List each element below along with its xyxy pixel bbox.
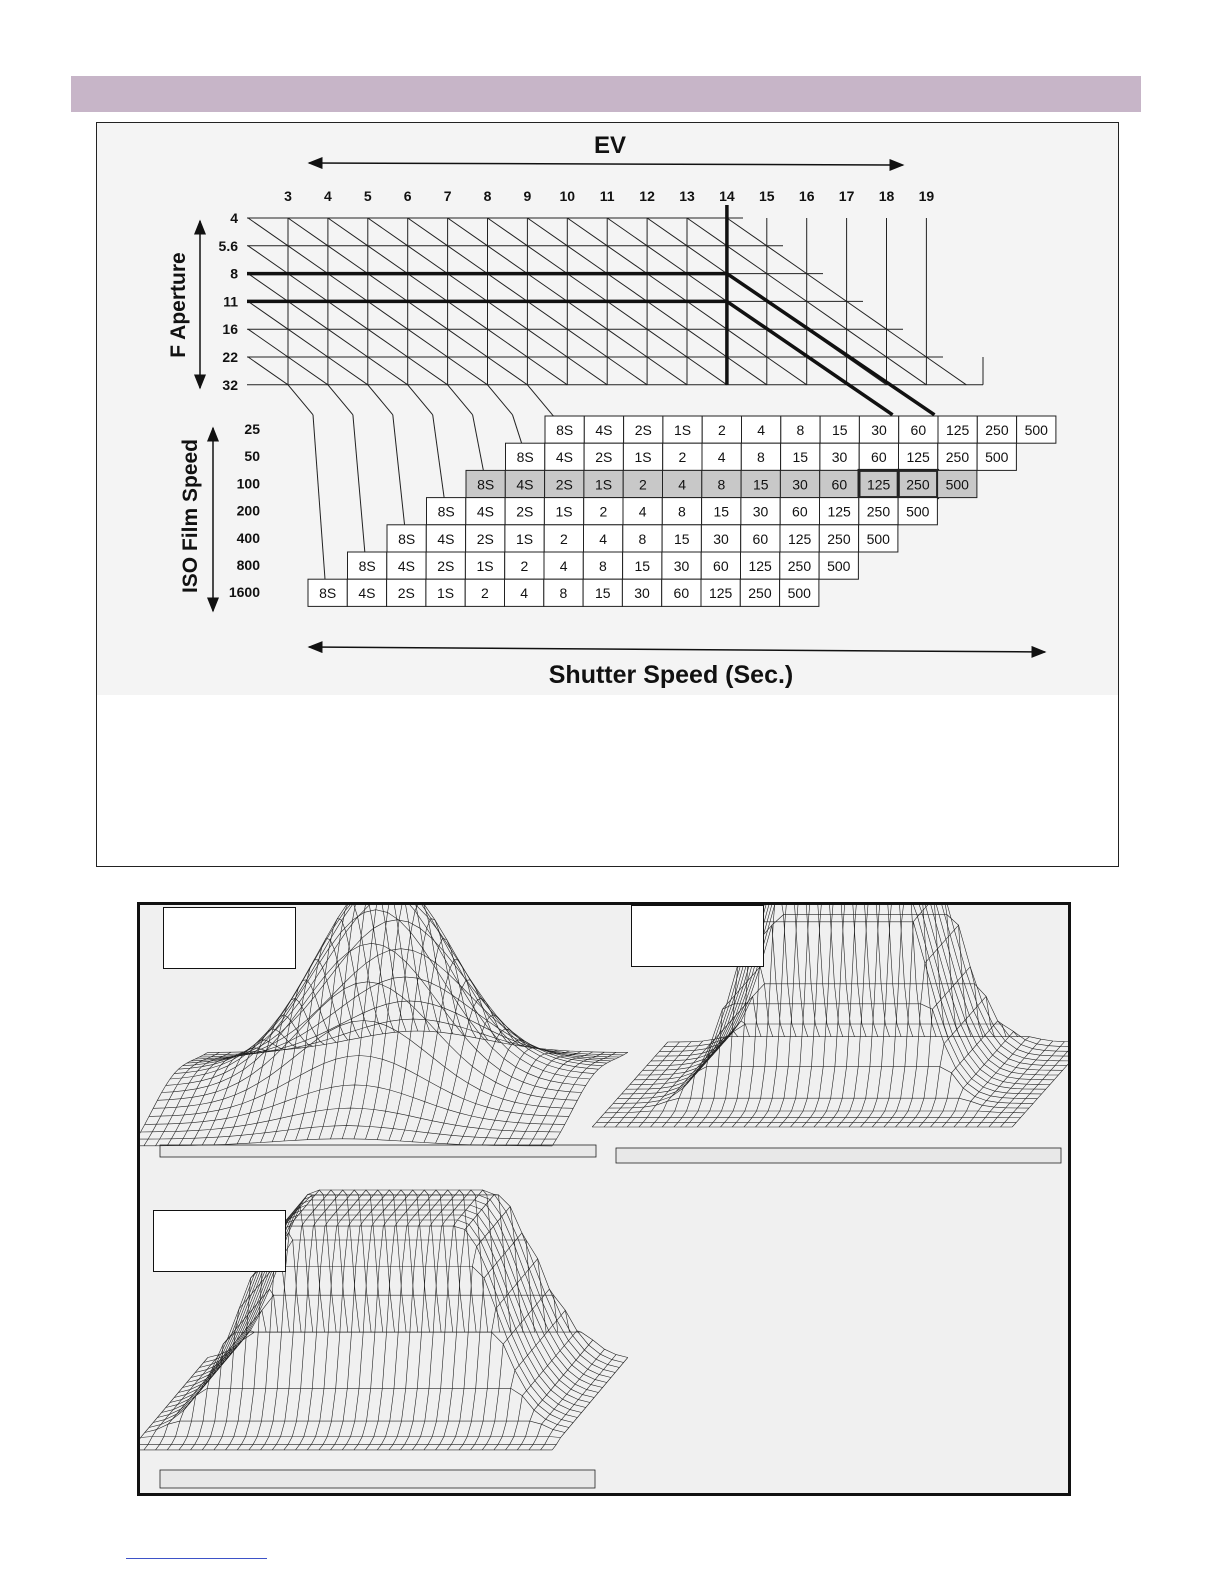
highlight-diagonal: [727, 301, 893, 414]
diagonal-line: [607, 357, 647, 385]
connector-line: [393, 415, 406, 539]
diagonal-line: [248, 218, 288, 246]
mesh-line: [627, 1041, 703, 1127]
diagonal-line: [368, 357, 408, 385]
aperture-tick-16: 16: [222, 321, 238, 338]
ev-tick-13: 13: [679, 188, 695, 204]
shutter-arrow: [309, 647, 1045, 652]
diagonal-line: [567, 301, 607, 329]
ev-tick-19: 19: [918, 188, 935, 204]
diagonal-line: [488, 246, 528, 274]
shutter-cell-label: 2S: [437, 558, 455, 574]
diagonal-line: [288, 329, 328, 357]
diagonal-line: [408, 246, 448, 274]
aperture-tick-11: 11: [223, 293, 238, 310]
mesh-line: [447, 1015, 523, 1144]
mesh-line: [954, 1037, 1030, 1127]
highlight-lines: [247, 205, 934, 415]
ev-exposure-chart: [96, 122, 1119, 696]
shutter-cell-label: 60: [831, 476, 848, 493]
connector-line: [313, 415, 326, 593]
metering-patterns-panel: [137, 902, 1071, 1496]
diagonal-line: [687, 357, 727, 385]
diagonal-line: [687, 218, 727, 246]
mesh-line: [609, 1098, 1029, 1108]
diagonal-line: [288, 301, 328, 329]
diagonal-line: [408, 301, 448, 329]
mesh-patterns-svg: [140, 905, 1068, 1493]
diagonal-line: [647, 329, 687, 357]
shutter-cell-label: 250: [827, 530, 851, 547]
mesh-line: [436, 1195, 512, 1450]
shutter-cell-label: 500: [906, 503, 930, 520]
shutter-cell-label: 2: [559, 530, 568, 547]
mesh-line: [331, 905, 407, 1139]
diagonal-line: [527, 218, 567, 246]
diagonal-line: [368, 329, 408, 357]
shutter-cell-label: 8S: [358, 558, 376, 574]
mesh-line: [494, 1310, 570, 1450]
diagonal-line: [647, 301, 687, 329]
ev-tick-10: 10: [559, 188, 576, 204]
highlight-diagonal: [727, 274, 935, 415]
aperture-tick-32: 32: [222, 376, 238, 393]
diagonal-line: [288, 246, 328, 274]
ev-tick-14: 14: [719, 188, 735, 204]
iso-tick-25: 25: [244, 421, 260, 437]
diagonal-line: [448, 274, 488, 302]
shutter-cell-label: 8: [796, 422, 805, 438]
shutter-cell-label: 125: [787, 530, 812, 547]
diagonal-line: [647, 274, 687, 302]
diagonal-line: [408, 218, 448, 246]
shutter-cell-label: 60: [673, 585, 690, 602]
shutter-cell-label: 125: [945, 422, 970, 438]
pattern-label-box-3: [153, 1210, 286, 1272]
mesh-line: [167, 1340, 243, 1450]
ev-tick-6: 6: [403, 188, 412, 204]
diagonal-line: [448, 357, 488, 385]
shutter-cell-label: 8S: [398, 530, 416, 547]
shutter-cell-label: 15: [634, 558, 651, 574]
diagonal-line: [288, 218, 328, 246]
mesh-base: [160, 1470, 595, 1488]
mesh-line: [697, 967, 773, 1127]
diagonal-line: [448, 218, 488, 246]
shutter-cell-label: 125: [906, 449, 930, 466]
caption-box: [96, 695, 1119, 867]
diagonal-line: [328, 246, 368, 274]
connector-line: [408, 385, 433, 415]
shutter-cell-label: 125: [827, 503, 851, 520]
mesh-line: [552, 1052, 628, 1146]
diagonal-line: [727, 218, 767, 246]
diagonal-line: [647, 246, 687, 274]
diagonal-line: [288, 274, 328, 302]
ev-title: EV: [593, 132, 627, 159]
shutter-cell-label: 1S: [594, 476, 613, 493]
diagonal-line: [767, 246, 807, 274]
diagonal-line: [328, 218, 368, 246]
mesh-line: [195, 977, 615, 1059]
mesh-line: [156, 1349, 232, 1450]
shutter-cell-label: 30: [634, 585, 650, 602]
diagonal-line: [527, 329, 567, 357]
mesh-line: [140, 1358, 208, 1450]
diagonal-line: [488, 357, 528, 385]
shutter-cell-label: 60: [792, 503, 808, 520]
shutter-cell-label: 8S: [516, 449, 534, 466]
shutter-cell-label: 250: [748, 585, 772, 602]
aperture-title: F Aperture: [167, 252, 190, 358]
diagonal-line: [248, 329, 288, 357]
mesh-line: [412, 1190, 488, 1450]
diagonal-line: [607, 301, 647, 329]
diagonal-line: [488, 274, 528, 302]
shutter-cell-label: 2S: [555, 476, 573, 493]
diagonal-line: [527, 274, 567, 302]
diagonal-line: [727, 329, 767, 357]
mesh-line: [447, 1207, 523, 1450]
mesh-base: [160, 1145, 596, 1157]
shutter-cell-label: 4: [520, 585, 529, 602]
shutter-cell-label: 8: [757, 449, 765, 466]
shutter-cell-label: 500: [945, 476, 969, 493]
shutter-cell-label: 500: [985, 449, 1009, 466]
shutter-cell-label: 2: [480, 585, 489, 602]
mesh-line: [342, 905, 418, 1139]
shutter-cell-label: 1S: [673, 422, 692, 438]
shutter-cell-label: 30: [871, 422, 887, 438]
shutter-cell-label: 60: [910, 422, 927, 438]
shutter-cell-label: 8S: [437, 503, 455, 520]
shutter-cell-label: 15: [752, 476, 769, 493]
iso-title: ISO Film Speed: [179, 438, 202, 594]
shutter-table: [308, 416, 1056, 606]
shutter-cell-label: 1S: [436, 585, 455, 602]
diagonal-line: [288, 357, 328, 385]
shutter-cell-label: 8: [678, 503, 686, 520]
shutter-cell-label: 4S: [595, 422, 613, 438]
diagonal-line: [567, 329, 607, 357]
shutter-cell-label: 8S: [319, 585, 337, 602]
shutter-cell-label: 250: [866, 503, 891, 520]
diagonal-line: [687, 246, 727, 274]
diagonal-line: [847, 329, 887, 357]
connector-line: [328, 385, 353, 415]
shutter-cell-label: 1S: [555, 503, 573, 520]
diagonal-line: [488, 301, 528, 329]
shutter-cell-label: 250: [906, 476, 930, 493]
shutter-cell-label: 60: [713, 558, 729, 574]
shutter-cell-label: 2S: [516, 503, 534, 520]
ev-tick-11: 11: [599, 188, 615, 204]
shutter-cell-label: 8: [559, 585, 568, 602]
diagonal-line: [607, 218, 647, 246]
mesh-line: [149, 1388, 569, 1427]
ev-tick-5: 5: [363, 188, 372, 204]
shutter-title: Shutter Speed (Sec.): [548, 661, 794, 689]
diagonal-line: [807, 301, 847, 329]
diagonal-line: [567, 274, 607, 302]
shutter-cell-label: 4: [717, 449, 726, 466]
diagonal-line: [687, 301, 727, 329]
mesh-line: [145, 1421, 565, 1432]
diagonal-line: [488, 329, 528, 357]
diagonal-line: [567, 218, 607, 246]
shutter-cell-label: 250: [985, 422, 1009, 438]
iso-tick-400: 400: [236, 529, 260, 546]
diagonal-line: [448, 329, 488, 357]
shutter-cell-label: 60: [871, 449, 887, 466]
diagonal-line: [527, 301, 567, 329]
shutter-cell-label: 1S: [515, 530, 534, 547]
shutter-cell-label: 4: [599, 530, 608, 547]
shutter-cell-label: 4: [559, 558, 568, 574]
ev-tick-17: 17: [838, 188, 855, 204]
mesh-line: [639, 1039, 715, 1127]
ev-tick-4: 4: [324, 188, 332, 204]
diagonal-line: [727, 246, 767, 274]
iso-tick-1600: 1600: [228, 584, 260, 601]
diagonal-line: [767, 274, 807, 302]
mesh-line: [919, 996, 995, 1127]
diagonal-line: [248, 301, 288, 329]
ev-tick-7: 7: [443, 188, 452, 204]
diagonal-line: [408, 357, 448, 385]
mesh-line: [145, 1085, 565, 1125]
mesh-line: [401, 1190, 477, 1450]
shutter-cell-label: 15: [792, 449, 809, 466]
shutter-cell-label: 30: [792, 476, 808, 493]
mesh-line: [214, 1040, 290, 1145]
diagonal-line: [887, 329, 927, 357]
shutter-cell-label: 4: [638, 503, 647, 520]
diagonal-line: [767, 357, 807, 385]
pattern-label-box-2: [631, 905, 764, 967]
diagonal-line: [687, 274, 727, 302]
diagonal-line: [607, 274, 647, 302]
ev-tick-8: 8: [483, 188, 492, 204]
iso-tick-50: 50: [244, 448, 260, 465]
diagonal-line: [368, 301, 408, 329]
ev-chart-svg: [97, 123, 1118, 695]
shutter-cell-label: 8: [717, 476, 726, 493]
diagonal-line: [887, 357, 927, 385]
shutter-cell-label: 4S: [358, 585, 376, 602]
aperture-tick-8: 8: [230, 265, 238, 282]
diagonal-line: [328, 357, 368, 385]
shutter-cell-label: 2S: [397, 585, 415, 602]
diagonal-line: [408, 329, 448, 357]
diagonal-line: [248, 357, 288, 385]
diagonal-line: [807, 274, 847, 302]
connector-line: [488, 385, 513, 415]
mesh-line: [482, 1048, 558, 1145]
shutter-cell-label: 4S: [476, 503, 495, 520]
aperture-tick-4: 4: [230, 210, 238, 226]
shutter-cell-label: 30: [673, 558, 690, 574]
aperture-tick-22: 22: [222, 349, 238, 365]
diagonal-line: [926, 357, 966, 385]
ev-tick-15: 15: [759, 188, 775, 204]
diagonal-line: [448, 301, 488, 329]
ev-tick-18: 18: [878, 188, 895, 204]
iso-tick-100: 100: [236, 475, 260, 492]
ev-tick-3: 3: [284, 188, 292, 204]
shutter-cell-label: 2: [520, 558, 529, 574]
mesh-line: [541, 1355, 617, 1450]
shutter-cell-label: 250: [787, 558, 812, 574]
aperture-tick-5.6: 5.6: [218, 237, 238, 254]
shutter-cell-label: 2S: [476, 530, 494, 547]
shutter-cell-label: 30: [831, 449, 848, 466]
mesh-line: [202, 1048, 278, 1145]
mesh-line: [191, 1051, 267, 1145]
diagonal-line: [687, 329, 727, 357]
mesh-line: [389, 918, 465, 1140]
diagonal-line: [527, 357, 567, 385]
iso-tick-200: 200: [236, 502, 260, 519]
shutter-cell-label: 8: [638, 530, 647, 547]
connector-line: [433, 415, 446, 511]
pattern-label-box-1: [163, 907, 296, 969]
shutter-cell-label: 4: [678, 476, 687, 493]
diagonal-line: [847, 301, 887, 329]
ev-tick-12: 12: [639, 188, 655, 204]
mesh-line: [204, 1295, 624, 1362]
mesh-line: [529, 1349, 605, 1450]
header-band: [71, 76, 1141, 112]
shutter-cell-label: 500: [866, 530, 890, 547]
mesh-line: [977, 1041, 1053, 1127]
shutter-cell-label: 15: [594, 585, 611, 602]
ev-tick-16: 16: [798, 188, 815, 204]
diagonal-line: [368, 274, 408, 302]
shutter-cell-label: 125: [866, 476, 891, 493]
diagonal-line: [567, 357, 607, 385]
diagonal-line: [368, 218, 408, 246]
diagonal-line: [647, 357, 687, 385]
diagonal-line: [488, 218, 528, 246]
diagonal-line: [248, 246, 288, 274]
diagonal-line: [328, 301, 368, 329]
connector-line: [288, 385, 313, 415]
diagonal-line: [248, 274, 288, 302]
mesh-line: [605, 1111, 1025, 1113]
mesh-line: [471, 1040, 547, 1145]
diagonal-line: [607, 246, 647, 274]
mesh-line: [662, 1032, 738, 1128]
mesh-line: [424, 1190, 500, 1450]
shutter-cell-label: 500: [827, 558, 851, 574]
diagonal-line: [647, 218, 687, 246]
connector-line: [353, 415, 366, 566]
shutter-cell-label: 4S: [397, 558, 416, 574]
shutter-cell-label: 1S: [476, 558, 494, 574]
mesh-line: [140, 1126, 556, 1140]
shutter-cell-label: 15: [673, 530, 690, 547]
mesh-line: [179, 1331, 255, 1450]
diagonal-line: [328, 274, 368, 302]
mesh-base: [616, 1148, 1061, 1163]
shutter-cell-label: 4S: [437, 530, 455, 547]
shutter-cell-label: 250: [945, 449, 970, 466]
footer-rule: [126, 1558, 267, 1559]
shutter-cell-label: 2: [678, 449, 687, 466]
mesh-line: [482, 1289, 558, 1450]
connector-line: [368, 385, 393, 415]
shutter-cell-label: 2: [599, 503, 608, 520]
diagonal-line: [727, 357, 767, 385]
iso-tick-800: 800: [236, 557, 260, 573]
mesh-line: [157, 1267, 577, 1418]
shutter-cell-label: 4S: [516, 476, 534, 493]
diagonal-line: [328, 329, 368, 357]
diagonal-line: [448, 246, 488, 274]
shutter-cell-label: 2S: [634, 422, 652, 438]
diagonal-line: [408, 274, 448, 302]
shutter-cell-label: 8S: [556, 422, 574, 438]
shutter-cell-label: 8: [599, 558, 607, 574]
mesh-line: [459, 1233, 535, 1450]
mesh-line: [552, 1358, 628, 1450]
diagonal-line: [368, 246, 408, 274]
ev-tick-9: 9: [523, 188, 532, 204]
shutter-cell-label: 125: [708, 585, 733, 602]
shutter-cell-label: 30: [713, 530, 729, 547]
shutter-cell-label: 30: [752, 503, 769, 520]
mesh-line: [966, 1039, 1042, 1127]
shutter-cell-label: 125: [748, 558, 772, 574]
shutter-cell-label: 2: [638, 476, 647, 493]
shutter-cell-label: 15: [831, 422, 848, 438]
diagonal-line: [607, 329, 647, 357]
shutter-cell-label: 4: [757, 422, 766, 438]
shutter-cell-label: 15: [713, 503, 730, 520]
diagonal-line: [567, 246, 607, 274]
shutter-cell-label: 500: [787, 585, 811, 602]
shutter-cell-label: 2S: [595, 449, 613, 466]
ev-arrow: [309, 163, 903, 165]
shutter-cell-label: 1S: [634, 449, 652, 466]
shutter-cell-label: 8S: [477, 476, 495, 493]
mesh-line: [366, 905, 442, 1139]
shutter-cell-label: 500: [1024, 422, 1048, 438]
shutter-cell-label: 4S: [555, 449, 574, 466]
shutter-cell-label: 2: [717, 422, 726, 438]
connector-line: [527, 385, 552, 415]
connector-line: [448, 385, 473, 415]
shutter-cell-label: 60: [752, 530, 769, 547]
diagonal-line: [527, 246, 567, 274]
